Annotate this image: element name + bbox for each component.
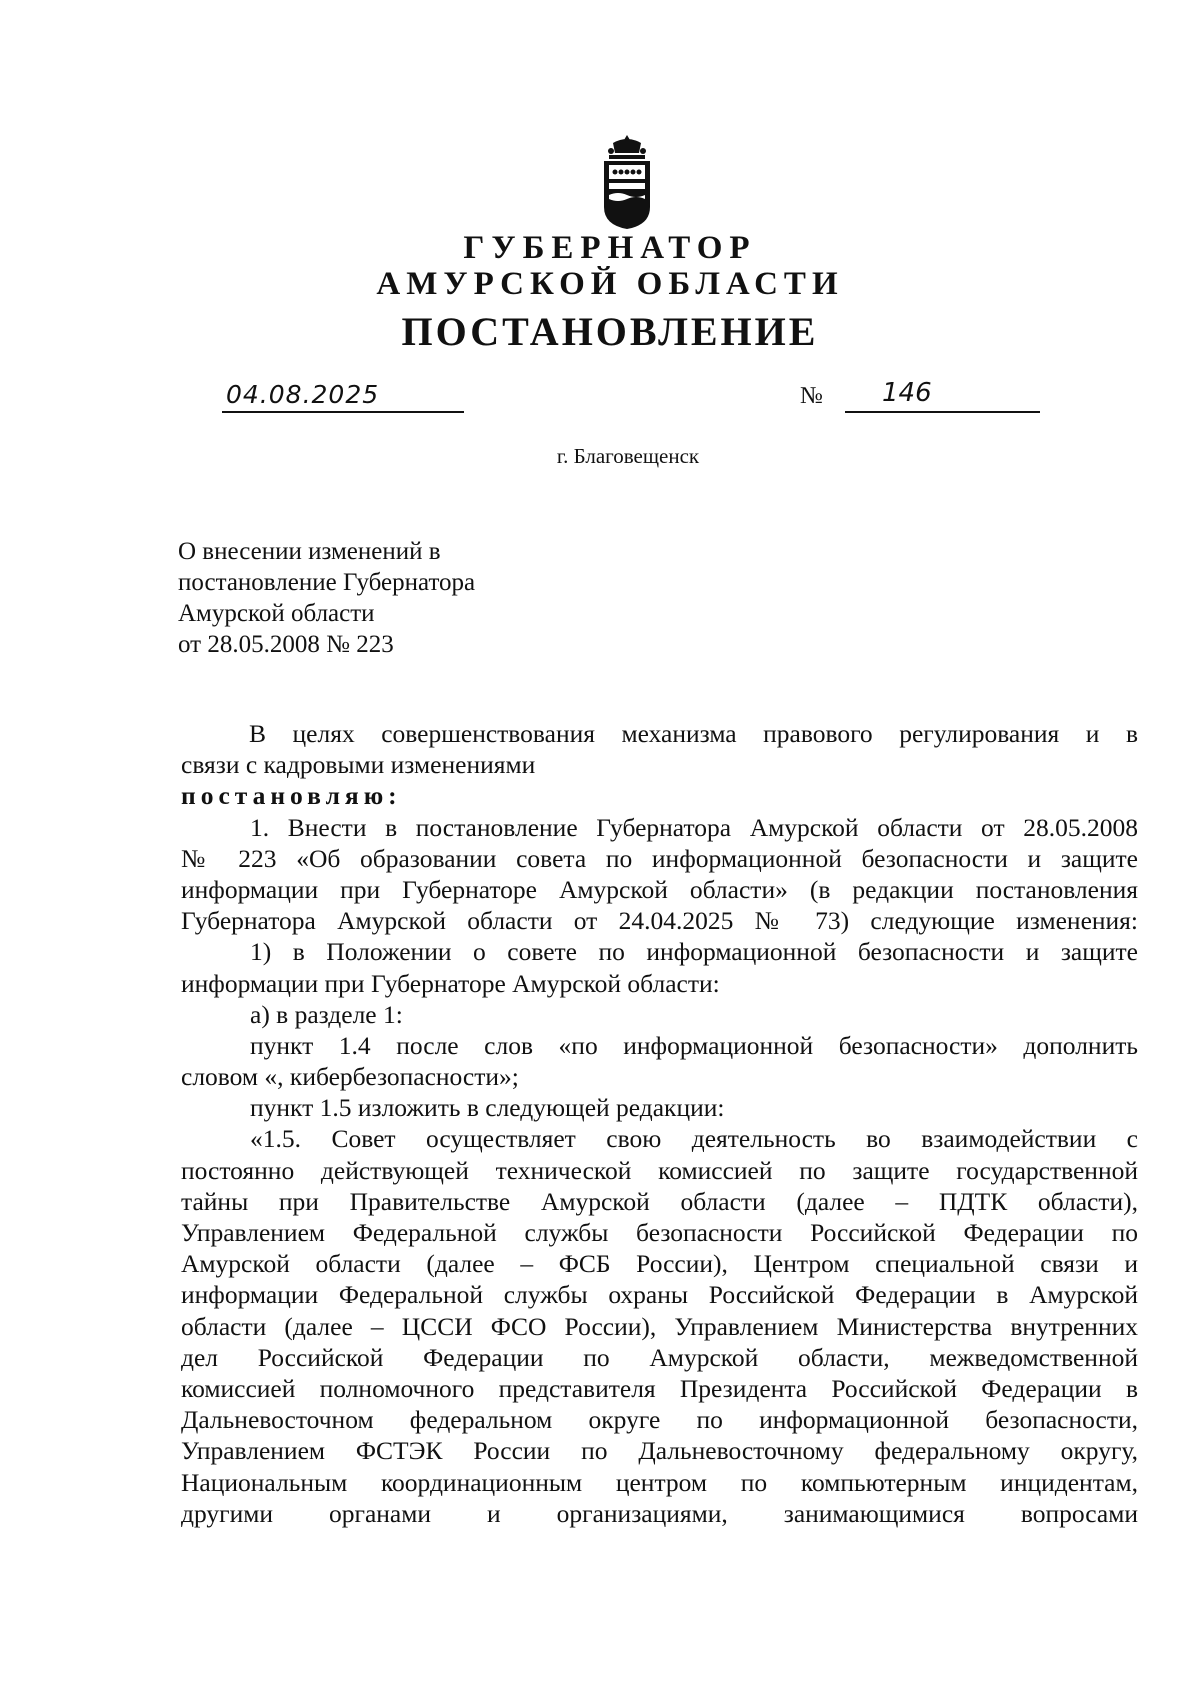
quote-line: «1.5. Совет осуществляет свою деятельность во взаимодействии с	[250, 1124, 1138, 1154]
header-title-governor: ГУБЕРНАТОР	[463, 230, 757, 266]
quote-line: Управлением ФСТЭК России по Дальневосточному федеральному округу,	[181, 1436, 1138, 1466]
point-1-5-intro: пункт 1.5 изложить в следующей редакции:	[250, 1093, 725, 1123]
preamble-line: В целях совершенствования механизма правового регулирования и в	[249, 719, 1138, 748]
item1-line: № 223 «Об образовании совета по информационной безопасности и защите	[181, 843, 1138, 873]
item1-line: информации при Губернаторе Амурской области» (в редакции постановления	[181, 874, 1138, 904]
header-title-region: АМУРСКОЙ ОБЛАСТИ	[376, 266, 844, 302]
quote-line: дел Российской Федерации по Амурской области, межведомственной	[181, 1342, 1138, 1372]
preamble-line: связи с кадровыми изменениями	[181, 750, 536, 780]
point-1-4-line: словом «, кибербезопасности»;	[181, 1062, 519, 1092]
subitem1-line: 1) в Положении о совете по информационной безопасности и защите	[250, 937, 1138, 967]
title-line: Амурской области	[178, 600, 375, 627]
quote-line: Национальным координационным центром по компьютерным инцидентам,	[181, 1467, 1138, 1497]
number-sign: №	[800, 383, 823, 409]
quote-line: тайны при Правительстве Амурской области (далее – ПДТК области),	[181, 1186, 1138, 1216]
number-underline	[845, 383, 1040, 413]
title-line: постановление Губернатора	[178, 569, 476, 596]
document-body	[181, 718, 1138, 1529]
subitem-a: а) в разделе 1:	[250, 999, 403, 1029]
document-number: 146	[882, 378, 932, 408]
item1-line: Губернатора Амурской области от 24.04.2025 № 73) следующие изменения:	[181, 906, 1138, 936]
item1-line: 1. Внести в постановление Губернатора Амурской области от 28.05.2008	[250, 812, 1138, 842]
document-title	[178, 536, 475, 660]
document-date: 04.08.2025	[226, 380, 380, 409]
resolve-word: постановляю:	[181, 781, 402, 811]
city-label: г. Благовещенск	[556, 444, 700, 468]
title-line: О внесении изменений в	[178, 538, 441, 565]
quote-line: другими органами и организациями, занимающимися вопросами	[181, 1498, 1138, 1528]
point-1-4-line: пункт 1.4 после слов «по информационной безопасности» дополнить	[250, 1030, 1138, 1060]
quote-line: области (далее – ЦССИ ФСО России), Управлением Министерства внутренних	[181, 1311, 1138, 1341]
quote-line: информации Федеральной службы охраны Российской Федерации в Амурской	[181, 1280, 1138, 1310]
quote-line: Амурской области (далее – ФСБ России), Центром специальной связи и	[181, 1249, 1138, 1279]
subitem1-line: информации при Губернаторе Амурской области:	[181, 968, 720, 998]
coat-of-arms-icon	[599, 133, 655, 233]
quote-line: постоянно действующей технической комиссией по защите государственной	[181, 1155, 1138, 1185]
title-line: от 28.05.2008 № 223	[178, 631, 394, 658]
quote-line: комиссией полномочного представителя Президента Российской Федерации в	[181, 1373, 1138, 1403]
quote-line: Дальневосточном федеральном округе по информационной безопасности,	[181, 1405, 1138, 1435]
quote-line: Управлением Федеральной службы безопасности Российской Федерации по	[181, 1218, 1138, 1247]
document-type-heading: ПОСТАНОВЛЕНИЕ	[401, 309, 819, 354]
